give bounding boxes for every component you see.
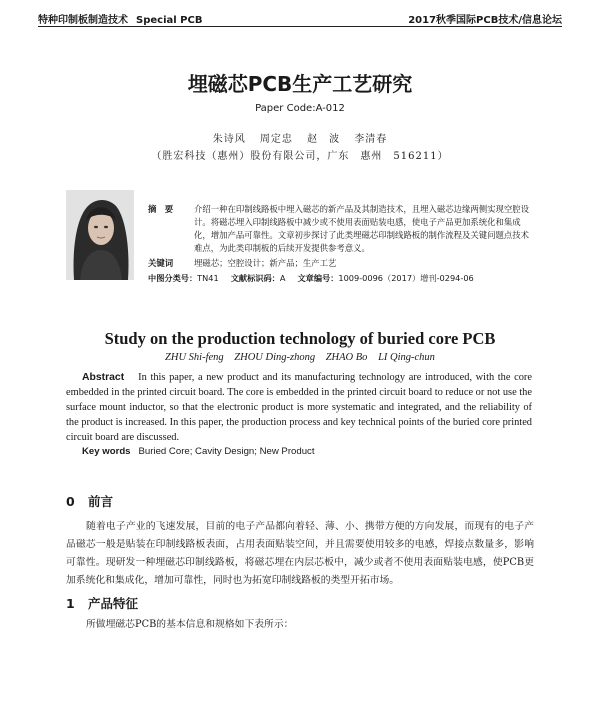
- section-introduction-paragraph: 随着电子产业的飞速发展，目前的电子产品都向着轻、薄、小、携带方便的方向发展，而现有的电子产品磁芯一般是贴装在印制线路板表面，占用表面贴装空间，并且需要使用较多的电感，焊接点数量多，影响可靠性。现研发一种埋磁芯印制线路板，将磁芯埋在内层芯板中，减少或者不使用表面贴装电感，使PCB更加系统化和集成化，增加可靠性，同时也为拓宽印制线路板的类型开拓市场。: [66, 521, 534, 586]
- author-photo-illustration: [66, 190, 134, 280]
- header-column-en: Special PCB: [136, 15, 203, 26]
- abstract-cn: [148, 203, 536, 255]
- section-heading-introduction: [66, 492, 113, 510]
- author-en: ZHU Shi-feng: [165, 352, 224, 363]
- author-cn: 李清春: [354, 134, 388, 145]
- section-number: 0: [66, 494, 75, 509]
- doc-code-value: A: [279, 273, 286, 283]
- section-title: 前言: [88, 494, 114, 509]
- clc-value: TN41: [197, 273, 219, 283]
- author-en: ZHAO Bo: [325, 352, 368, 363]
- keywords-en-label: Key words: [82, 446, 131, 457]
- author-en: LI Qing-chun: [378, 352, 435, 363]
- authors-en: [0, 352, 600, 363]
- header-left: [38, 11, 210, 26]
- abstract-en-label: Abstract: [82, 372, 125, 383]
- header-right: 2017秋季国际PCB技术/信息论坛: [408, 15, 562, 26]
- keywords-en-text: Buried Core; Cavity Design; New Product: [138, 446, 315, 457]
- keywords-cn-label: 关键词: [148, 258, 174, 268]
- doc-code-label: 文献标识码：: [230, 273, 280, 283]
- article-number-label: 文章编号：: [297, 273, 339, 283]
- paper-title-cn: 埋磁芯PCB生产工艺研究: [187, 72, 413, 96]
- author-photo: [66, 190, 134, 280]
- keywords-en: [82, 446, 315, 457]
- header-column-cn: 特种印制板制造技术: [38, 15, 128, 26]
- article-number-value: 1009-0096（2017）增刊-0294-06: [338, 273, 474, 283]
- section-number: 1: [66, 596, 75, 611]
- keywords-cn: [148, 257, 536, 270]
- paper-code: Paper Code:A-012: [255, 103, 345, 114]
- author-cn: 朱诗风: [212, 134, 246, 145]
- clc-label: 中图分类号：: [148, 273, 198, 283]
- chinese-abstract-block: [148, 203, 536, 285]
- section-product-features-paragraph: 所做埋磁芯PCB的基本信息和规格如下表所示：: [86, 619, 294, 630]
- classification-line: [148, 272, 536, 285]
- section-heading-product-features: [66, 594, 138, 612]
- section-title: 产品特征: [88, 596, 139, 611]
- abstract-cn-label: 摘 要: [148, 204, 174, 214]
- running-header: [38, 10, 562, 27]
- abstract-cn-text: 介绍一种在印制线路板中埋入磁芯的新产品及其制造技术，且埋入磁芯边缘两侧实现空腔设计。将磁芯埋入印制线路板中减少或不使用表面贴装电感，使电子产品更加系统化和集成化，增加产品可靠性。文章初步探讨了此类埋磁芯印制线路板的制作流程及关键问题点技术难点，为此类印制板的后续开发提供参考意义。: [194, 204, 529, 253]
- keywords-cn-text: 埋磁芯；空腔设计；新产品；生产工艺: [194, 258, 337, 268]
- authors-cn: [0, 130, 600, 145]
- author-cn: 周定忠: [259, 134, 293, 145]
- author-cn: 赵 波: [307, 134, 341, 145]
- paper-title-en: Study on the production technology of buried core PCB: [104, 329, 496, 348]
- affiliation-cn: （胜宏科技（惠州）股份有限公司，广东 惠州 516211）: [151, 151, 449, 162]
- abstract-en-text: In this paper, a new product and its manufacturing technology are introduced, with the core embedded in the printed circuit board. The core is embedded in the printed circuit board to reduce or not use the surface mount inductor, so that the electronic product is more systematic and integrated, and the reliability of the product is increased. In this paper, the production process and key technical points of the buried core printed circuit board are discussed.: [66, 372, 532, 443]
- author-en: ZHOU Ding-zhong: [234, 352, 316, 363]
- abstract-en: [66, 370, 532, 445]
